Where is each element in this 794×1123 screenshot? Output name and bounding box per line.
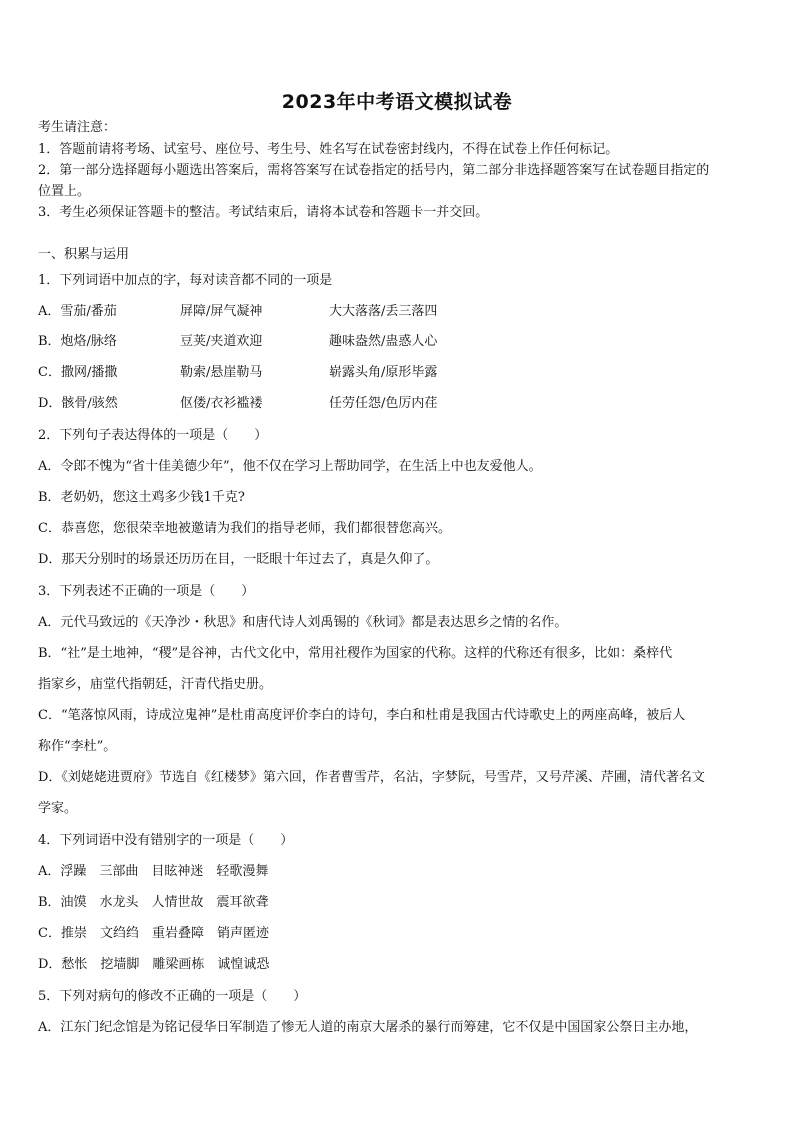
q1-option-a-col2: 屏障/屏气凝神	[180, 304, 263, 319]
q1-option-b-col2: 豆荚/夹道欢迎	[180, 334, 263, 349]
q1-option-d-col3: 任劳任怨/色厉内荏	[329, 396, 438, 411]
q1-option-a-col1: A．雪茄/番茄	[38, 304, 117, 319]
q1-option-b-col1: B．炮烙/脉络	[38, 334, 117, 349]
q1-option-a-col3: 大大落落/丢三落四	[329, 304, 438, 319]
q2-option-a: A．令郎不愧为“省十佳美德少年”，他不仅在学习上帮助同学，在生活上中也友爱他人。	[38, 459, 542, 474]
q4-option-a: A．浮躁 三部曲 目眩神迷 轻歌漫舞	[38, 864, 269, 879]
notice-item: 2．第一部分选择题每小题选出答案后，需将答案写在试卷指定的括号内，第二部分非选择题答案写在试卷题目指定的	[38, 163, 710, 178]
notice-heading: 考生请注意：	[38, 120, 117, 135]
q3-line: C．“笔落惊风雨，诗成泣鬼神”是杜甫高度评价李白的诗句，李白和杜甫是我国古代诗歌史上的两座高峰，被后人	[38, 708, 686, 723]
notice-item: 1．答题前请将考场、试室号、座位号、考生号、姓名写在试卷密封线内，不得在试卷上作任何标记。	[38, 142, 619, 157]
q1-option-d-col1: D．骸骨/骇然	[38, 396, 118, 411]
q1-option-c-col1: C．撒网/播撒	[38, 365, 118, 380]
question-stem-2: 2．下列句子表达得体的一项是（ ）	[38, 428, 268, 443]
question-stem-4: 4．下列词语中没有错别字的一项是（ ）	[38, 833, 294, 848]
question-stem-3: 3．下列表述不正确的一项是（ ）	[38, 584, 255, 599]
q2-option-b: B．老奶奶，您这土鸡多少钱1千克?	[38, 490, 245, 505]
q4-option-b: B．油馍 水龙头 人情世故 震耳欲聋	[38, 895, 269, 910]
q3-line: B．“社”是土地神，“稷”是谷神，古代文化中，常用社稷作为国家的代称。这样的代称还有很多，比如：桑梓代	[38, 646, 673, 661]
q3-line: 指家乡，庙堂代指朝廷，汗青代指史册。	[38, 677, 273, 692]
question-stem-1: 1．下列词语中加点的字，每对读音都不同的一项是	[38, 273, 333, 288]
q2-option-c: C．恭喜您，您很荣幸地被邀请为我们的指导老师，我们都很替您高兴。	[38, 521, 451, 536]
notice-item: 位置上。	[38, 184, 91, 199]
notice-item: 3．考生必须保证答题卡的整洁。考试结束后，请将本试卷和答题卡一并交回。	[38, 205, 489, 220]
q3-line: 学家。	[38, 801, 78, 816]
q1-option-d-col2: 伛偻/衣衫褴褛	[180, 396, 263, 411]
page-title: 2023年中考语文模拟试卷	[281, 91, 513, 113]
q5-line: A．江东门纪念馆是为铭记侵华日军制造了惨无人道的南京大屠杀的暴行而筹建，它不仅是中国国家公祭日主办地，	[38, 1020, 698, 1035]
q3-line: 称作“李杜”。	[38, 739, 117, 754]
q1-option-c-col2: 勒索/悬崖勒马	[180, 365, 263, 380]
q3-line: D．《刘姥姥进贾府》节选自《红楼梦》第六回，作者曹雪芹，名沾，字梦阮，号雪芹，又号芹溪、芹圃，清代著名文	[38, 770, 705, 785]
q4-option-d: D．愁怅 挖墙脚 雕梁画栋 诚惶诚恐	[38, 957, 270, 972]
section-heading: 一、积累与运用	[38, 247, 130, 262]
question-stem-5: 5．下列对病句的修改不正确的一项是（ ）	[38, 989, 307, 1004]
q4-option-c: C．推崇 文绉绉 重岩叠障 销声匿迹	[38, 926, 269, 941]
q1-option-c-col3: 崭露头角/原形毕露	[329, 365, 438, 380]
q2-option-d: D．那天分别时的场景还历历在目，一眨眼十年过去了，真是久仰了。	[38, 552, 439, 567]
q1-option-b-col3: 趣味盎然/蛊惑人心	[329, 334, 438, 349]
q3-line: A．元代马致远的《天净沙・秋思》和唐代诗人刘禹锡的《秋词》都是表达思乡之情的名作。	[38, 615, 568, 630]
